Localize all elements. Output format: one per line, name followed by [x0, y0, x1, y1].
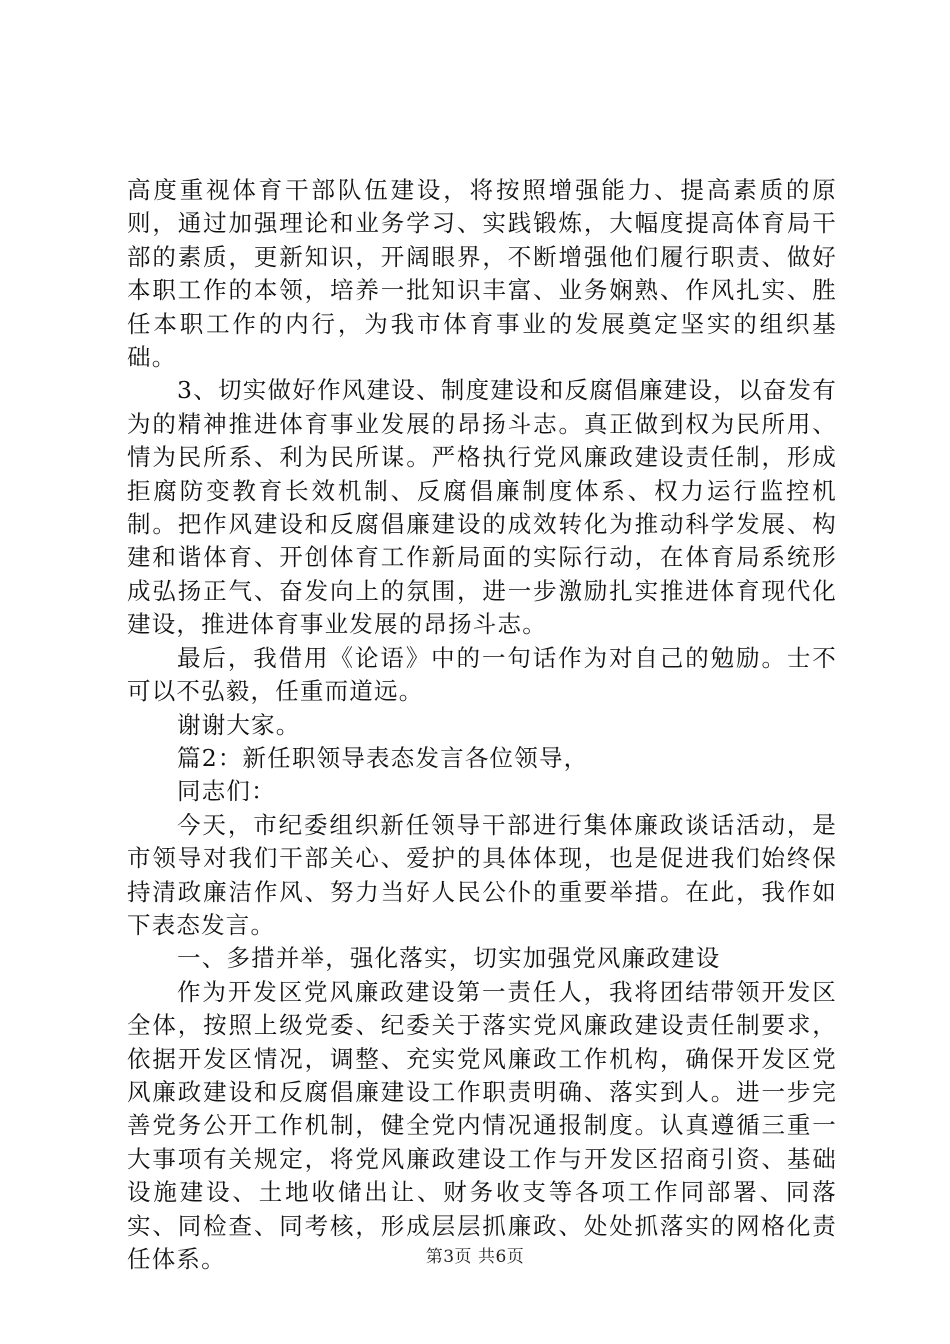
paragraph: 3、切实做好作风建设、制度建设和反腐倡廉建设，以奋发有为的精神推进体育事业发展的昂扬斗志。真正做到权为民所用、情为民所系、利为民所谋。严格执行党风廉政建设责任制，形成拒腐防变教育长效机制、反腐倡廉制度体系、权力运行监控机制。把作风建设和反腐倡廉建设的成效转化为推动科学发展、构建和谐体育、开创体育工作新局面的实际行动，在体育局系统形成弘扬正气、奋发向上的氛围，进一步激励扎实推进体育现代化建设，推进体育事业发展的昂扬斗志。: [127, 376, 837, 639]
paragraph: 高度重视体育干部队伍建设，将按照增强能力、提高素质的原则，通过加强理论和业务学习、实践锻炼，大幅度提高体育局干部的素质，更新知识，开阔眼界，不断增强他们履行职责、做好本职工作的本领，培养一批知识丰富、业务娴熟、作风扎实、胜任本职工作的内行，为我市体育事业的发展奠定坚实的组织基础。: [127, 176, 837, 372]
subheading: 一、多措并举，强化落实，切实加强党风廉政建设: [177, 944, 721, 973]
section-heading: 篇2：新任职领导表态发言各位领导，: [177, 743, 589, 772]
paragraph: 谢谢大家。: [177, 710, 301, 739]
paragraph: 作为开发区党风廉政建设第一责任人，我将团结带领开发区全体，按照上级党委、纪委关于落实党风廉政建设责任制要求，依据开发区情况，调整、充实党风廉政工作机构，确保开发区党风廉政建设和反腐倡廉建设工作职责明确、落实到人。进一步完善党务公开工作机制，健全党内情况通报制度。认真遵循三重一大事项有关规定，将党风廉政建设工作与开发区招商引资、基础设施建设、土地收储出让、财务收支等各项工作同部署、同落实、同检查、同考核，形成层层抓廉政、处处抓落实的网格化责任体系。: [127, 977, 837, 1273]
paragraph: 最后，我借用《论语》中的一句话作为对自己的勉励。士不可以不弘毅，任重而道远。: [127, 643, 837, 706]
page-number-footer: 第3页 共6页: [425, 1247, 525, 1267]
paragraph: 今天，市纪委组织新任领导干部进行集体廉政谈话活动，是市领导对我们干部关心、爱护的具体体现，也是促进我们始终保持清政廉洁作风、努力当好人民公仆的重要举措。在此，我作如下表态发言。: [127, 810, 837, 939]
document-body: [127, 174, 837, 1276]
salutation: 同志们：: [177, 777, 276, 806]
